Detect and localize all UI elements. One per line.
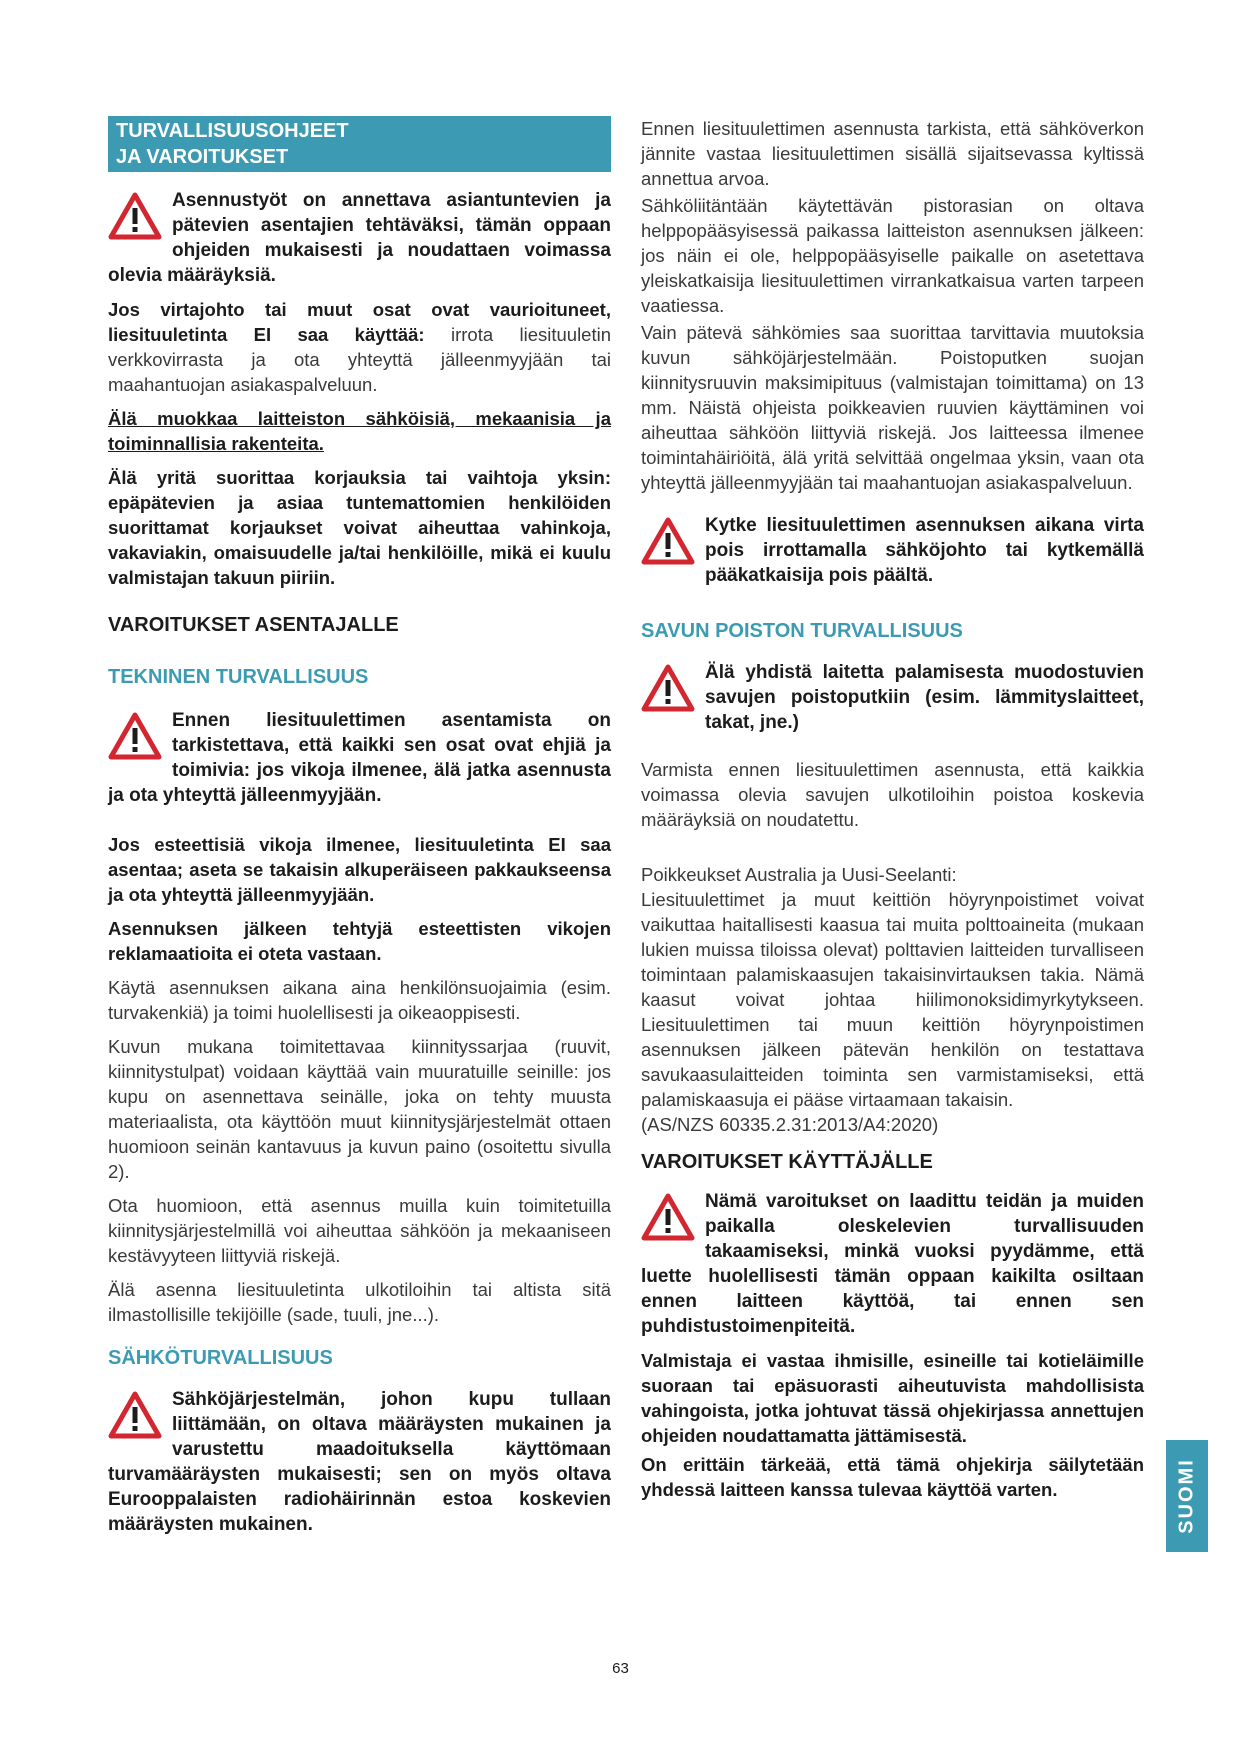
- warning-icon: [108, 192, 162, 240]
- paragraph: [108, 297, 611, 397]
- paragraph: Valmistaja ei vastaa ihmisille, esineille tai kotieläimille suoraan tai epäsuorasti aiheutuvista mahdollisista vahingoista, jotka johtuvat tässä ohjekirjassa annettujen ohjeiden noudattamatta jättämisestä.: [641, 1350, 1144, 1446]
- warning-icon: [641, 517, 695, 565]
- paragraph: [108, 406, 611, 456]
- bold-text: Jos virtajohto tai muut osat ovat vaurioituneet, liesituuletinta EI saa käyttää:: [108, 299, 611, 345]
- light-text: irrota liesituuletin verkkovirrasta ja ota yhteyttä jälleenmyyjään tai maahantuojan asiakaspalveluun.: [108, 324, 612, 395]
- standard-reference: (AS/NZS 60335.2.31:2013/A4:2020): [641, 1114, 939, 1135]
- left-column: [108, 116, 611, 1546]
- warning-text: Nämä varoitukset on laadittu teidän ja muiden paikalla oleskelevien turvallisuuden takaamiseksi, minkä vuoksi pyydämme, että luette huolellisesti tämän oppaan kaikilta osiltaan ennen laitteen käyttöä, tai ennen sen puhdistustoimenpiteitä.: [641, 1191, 1144, 1337]
- paragraph: Älä yritä suorittaa korjauksia tai vaihtoja yksin: epäpätevien ja asiaa tuntemattomien henkilöiden suorittamat korjaukset voivat aiheuttaa vahinkoja, vakaviakin, omaisuudelle ja/tai henkilöille, mikä ei kuulu valmistajan takuun piiriin.: [108, 467, 611, 588]
- paragraph: Vain pätevä sähkömies saa suorittaa tarvittavia muutoksia kuvun sähköjärjestelmään. Poistoputken suojan kiinnitysruuvin maksimipituus (valmistajan toimittama) on 13 mm. Näistä ohjeista poikkeavien ruuvien käyttäminen voi aiheuttaa sähköön liittyviä riskejä. Jos laitteessa ilmenee toimintahäiriöitä, älä yritä selvittää ongelmaa yksin, vaan ota yhteyttä jälleenmyyjään tai maahantuojan asiakaspalveluun.: [641, 322, 1144, 493]
- heading-smoke-safety: SAVUN POISTON TURVALLISUUS: [641, 620, 963, 642]
- warning-text: Asennustyöt on annettava asiantuntevien ja pätevien asentajien tehtäväksi, tämän oppaan ohjeiden mukaisesti ja noudattaen voimassa olevia määräyksiä.: [108, 190, 611, 286]
- paragraph: Sähköliitäntään käytettävän pistorasian on oltava helppopääsyisessä paikassa laitteiston asennuksen jälkeen: jos näin ei ole, helppopääsyiselle paikalle on asetettava yleiskatkaisija liesituulettimen virrankatkaisua varten tarpeen vaatiessa.: [641, 195, 1144, 316]
- paragraph: Jos esteettisiä vikoja ilmenee, liesituuletinta EI saa asentaa; aseta se takaisin alkuperäiseen pakkaukseensa ja ota yhteyttä jälleenmyyjään.: [108, 834, 611, 905]
- paragraph: Asennuksen jälkeen tehtyjä esteettisten vikojen reklamaatioita ei oteta vastaan.: [108, 918, 611, 964]
- paragraph: Varmista ennen liesituulettimen asennusta, että kaikkia voimassa olevia savujen ulkotiloihin poistoa koskevia määräyksiä on noudatettu.: [641, 759, 1144, 830]
- warning-block: [641, 513, 1144, 588]
- paragraph: Ennen liesituulettimen asennusta tarkista, että sähköverkon jännite vastaa liesituulettimen sisällä sijaitsevassa kyltissä annettua arvoa.: [641, 118, 1144, 189]
- warning-text: Kytke liesituulettimen asennuksen aikana virta pois irrottamalla sähköjohto tai kytkemällä pääkatkaisija pois päältä.: [705, 515, 1144, 586]
- header-line: JA VAROITUKSET: [116, 146, 289, 168]
- warning-icon: [108, 712, 162, 760]
- paragraph: Älä asenna liesituuletinta ulkotiloihin tai altista sitä ilmastollisille tekijöille (sade, tuuli, jne...).: [108, 1279, 611, 1325]
- underlined-text: Älä muokkaa laitteiston sähköisiä, mekaanisia ja toiminnallisia rakenteita.: [108, 408, 611, 454]
- warning-text: Ennen liesituulettimen asentamista on tarkistettava, että kaikki sen osat ovat ehjiä ja toimivia: jos vikoja ilmenee, älä jatka asennusta ja ota yhteyttä jälleenmyyjään.: [108, 710, 611, 806]
- warning-block: [108, 1387, 611, 1537]
- page-number: 63: [612, 1660, 629, 1677]
- heading-installer: VAROITUKSET ASENTAJALLE: [108, 614, 399, 636]
- warning-icon: [641, 664, 695, 712]
- section-header-safety: [108, 116, 611, 172]
- heading-user-warnings: VAROITUKSET KÄYTTÄJÄLLE: [641, 1151, 933, 1173]
- header-line: TURVALLISUUSOHJEET: [116, 120, 349, 142]
- heading-technical-safety: TEKNINEN TURVALLISUUS: [108, 666, 369, 688]
- warning-block: [641, 660, 1144, 735]
- paragraph: Ota huomioon, että asennus muilla kuin toimitetuilla kiinnitysjärjestelmillä voi aiheuttaa sähköön ja mekaaniseen kestävyyteen liittyviä riskejä.: [108, 1195, 611, 1266]
- warning-text: Älä yhdistä laitetta palamisesta muodostuvien savujen poistoputkiin (esim. lämmityslaitteet, takat, jne.): [705, 662, 1144, 733]
- paragraph: Liesituulettimet ja muut keittiön höyrynpoistimet voivat vaikuttaa haitallisesti kaasua tai muita polttoaineita (mukaan lukien muissa tiloissa olevat) polttavien laitteiden turvalliseen toimintaan palamiskaasujen takaisinvirtauksen takia. Nämä kaasut voivat johtaa hiilimonoksidimyrkytykseen. Liesituulettimen tai muun keittiön höyrynpoistimen asennuksen jälkeen pätevän henkilön on testattava savukaasulaitteiden toiminta sen varmistamiseksi, että palamiskaasuja ei pääse virtaamaan takaisin.: [641, 889, 1144, 1110]
- warning-block: [641, 1189, 1144, 1339]
- paragraph: Käytä asennuksen aikana aina henkilönsuojaimia (esim. turvakenkiä) ja toimi huolellisesti ja oikeaoppisesti.: [108, 977, 611, 1023]
- warning-block: [108, 188, 611, 288]
- warning-text: Sähköjärjestelmän, johon kupu tullaan liittämään, on oltava määräysten mukainen ja varustettu maadoituksella käyttömaan turvamääräysten mukaisesti; sen on myös oltava Eurooppalaisten radiohäirinnän estoa koskevien määräysten mukainen.: [108, 1389, 611, 1535]
- warning-icon: [108, 1391, 162, 1439]
- paragraph-title: Poikkeukset Australia ja Uusi-Seelanti:: [641, 864, 957, 885]
- warning-icon: [641, 1193, 695, 1241]
- paragraph: Kuvun mukana toimitettavaa kiinnityssarjaa (ruuvit, kiinnitystulpat) voidaan käyttää vain muuratuille seinille: jos kupu on asennettava seinälle, joka on tehty muusta materiaalista, ota käyttöön muut kiinnitysjärjestelmät ottaen huomioon seinän kantavuus ja kuvun paino (osoitettu sivulla 2).: [108, 1036, 611, 1182]
- language-tab-label: SUOMI: [1175, 1458, 1198, 1534]
- heading-electrical-safety: SÄHKÖTURVALLISUUS: [108, 1347, 333, 1369]
- paragraph: On erittäin tärkeää, että tämä ohjekirja säilytetään yhdessä laitteen kanssa tulevaa käyttöä varten.: [641, 1454, 1144, 1500]
- language-tab: [1166, 1440, 1208, 1552]
- right-column: [641, 116, 1144, 1511]
- warning-block: [108, 708, 611, 808]
